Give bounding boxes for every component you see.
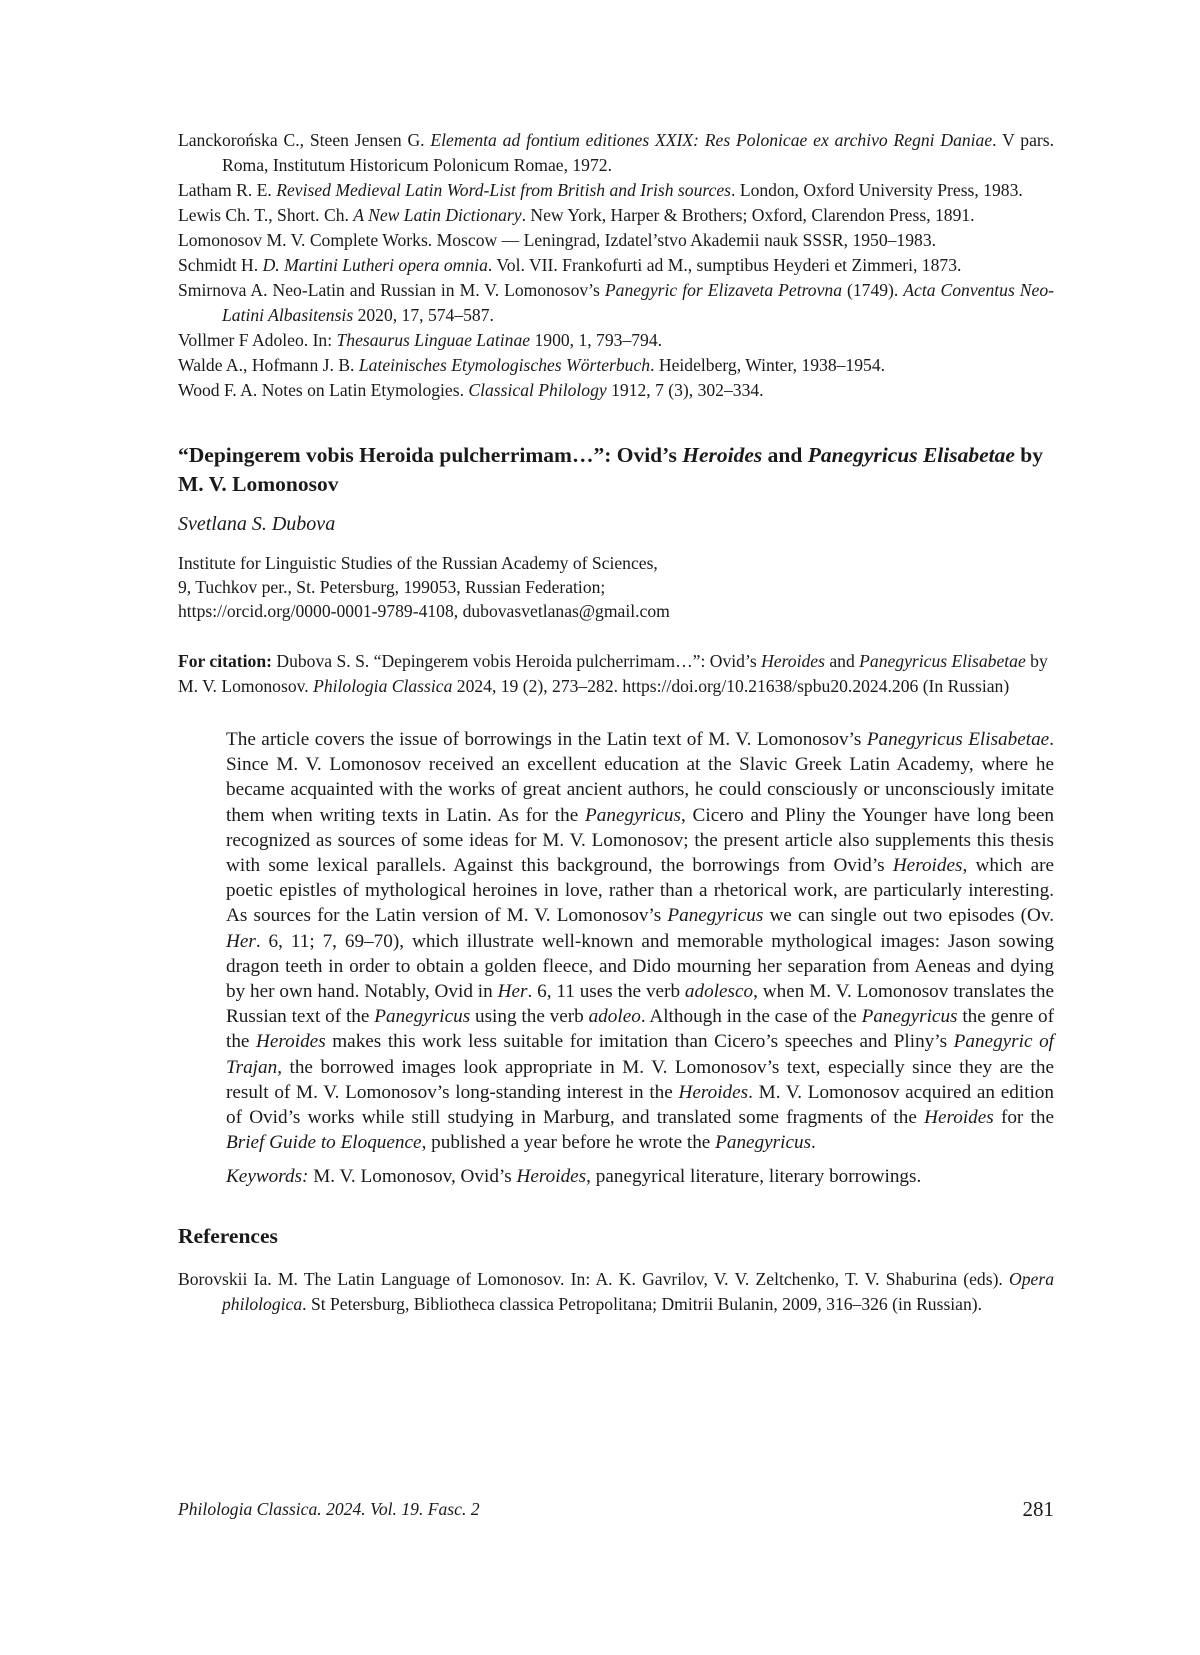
- keywords-text: M. V. Lomonosov, Ovid’s Heroides, panegyrical literature, literary borrowings.: [308, 1166, 922, 1188]
- references-list-continued: [178, 128, 1054, 403]
- reference-entry: Vollmer F Adoleo. In: Thesaurus Linguae Latinae 1900, 1, 793–794.: [178, 330, 663, 350]
- abstract: The article covers the issue of borrowings in the Latin text of M. V. Lomonosov’s Panegyricus Elisabetae. Since M. V. Lomonosov received an excellent education at the Slavic Greek Latin Academy, where he became acquainted with the works of great ancient authors, he could consciously or unconsciously imitate them when writing texts in Latin. As for the Panegyricus, Cicero and Pliny the Younger have long been recognized as sources of some ideas for M. V. Lomonosov; the present article also supplements this thesis with some lexical parallels. Against this background, the borrowings from Ovid’s Heroides, which are poetic epistles of mythological heroines in love, rather than a rhetorical work, are particularly interesting. As sources for the Latin version of M. V. Lomonosov’s Panegyricus we can single out two episodes (Ov. Her. 6, 11; 7, 69–70), which illustrate well-known and memorable mythological images: Jason sowing dragon teeth in order to obtain a golden fleece, and Dido mourning her separation from Aeneas and dying by her own hand. Notably, Ovid in Her. 6, 11 uses the verb adolesco, when M. V. Lomonosov translates the Russian text of the Panegyricus using the verb adoleo. Although in the case of the Panegyricus the genre of the Heroides makes this work less suitable for imitation than Cicero’s speeches and Pliny’s Panegyric of Trajan, the borrowed images look appropriate in M. V. Lomonosov’s text, especially since they are the result of M. V. Lomonosov’s long-standing interest in the Heroides. M. V. Lomonosov acquired an edition of Ovid’s works while still studying in Marburg, and translated some fragments of the Heroides for the Brief Guide to Eloquence, published a year before he wrote the Panegyricus.: [226, 729, 1055, 1154]
- references-list: [178, 1267, 1054, 1317]
- reference-entry: Walde A., Hofmann J. B. Lateinisches Etymologisches Wörterbuch. Heidelberg, Winter, 1938–1954.: [178, 355, 886, 375]
- citation-label: For citation:: [178, 651, 272, 671]
- reference-entry: Wood F. A. Notes on Latin Etymologies. Classical Philology 1912, 7 (3), 302–334.: [178, 380, 764, 400]
- page-content: [178, 128, 1054, 1317]
- keywords: [226, 1164, 1054, 1190]
- references-heading: References: [178, 1224, 278, 1249]
- reference-entry: Latham R. E. Revised Medieval Latin Word-List from British and Irish sources. London, Oxford University Press, 1983.: [178, 180, 1023, 200]
- citation-block: [178, 649, 1054, 699]
- affiliation-line: Institute for Linguistic Studies of the Russian Academy of Sciences,: [178, 553, 658, 573]
- footer-journal: Philologia Classica. 2024. Vol. 19. Fasc. 2: [178, 1499, 480, 1519]
- reference-entry: Borovskii Ia. M. The Latin Language of Lomonosov. In: A. K. Gavrilov, V. V. Zeltchenko, T. V. Shaburina (eds). Opera philologica. St Petersburg, Bibliotheca classica Petropolitana; Dmitrii Bulanin, 2009, 316–326 (in Russian).: [178, 1269, 1054, 1315]
- reference-entry: Lanckorońska C., Steen Jensen G. Elementa ad fontium editiones XXIX: Res Polonicae ex archivo Regni Daniae. V pars. Roma, Institutum Historicum Polonicum Romae, 1972.: [178, 130, 1054, 175]
- affiliation-line: 9, Tuchkov per., St. Petersburg, 199053, Russian Federation;: [178, 577, 606, 597]
- keywords-label: Keywords:: [226, 1166, 309, 1188]
- reference-entry: Lewis Ch. T., Short. Ch. A New Latin Dictionary. New York, Harper & Brothers; Oxford, Clarendon Press, 1891.: [178, 205, 975, 225]
- affiliation-line: https://orcid.org/0000-0001-9789-4108, dubovasvetlanas@gmail.com: [178, 601, 670, 621]
- citation-text: Dubova S. S. “Depingerem vobis Heroida pulcherrimam…”: Ovid’s Heroides and Panegyricus Elisabetae by M. V. Lomonosov. Philologia Classica 2024, 19 (2), 273–282. https://doi.org/10.21638/spbu20.2024.206 (In Russian): [178, 651, 1048, 696]
- reference-entry: Lomonosov M. V. Complete Works. Moscow — Leningrad, Izdatel’stvo Akademii nauk SSSR, 1950–1983.: [178, 230, 937, 250]
- article-author: Svetlana S. Dubova: [178, 513, 336, 535]
- author-affiliation: [178, 551, 1054, 623]
- reference-entry: Smirnova A. Neo-Latin and Russian in M. V. Lomonosov’s Panegyric for Elizaveta Petrovna (1749). Acta Conventus Neo-Latini Albasitensis 2020, 17, 574–587.: [178, 280, 1054, 325]
- article-title: “Depingerem vobis Heroida pulcherrimam…”: Ovid’s Heroides and Panegyricus Elisabetae by M. V. Lomonosov: [178, 443, 1044, 496]
- page-number: 281: [1022, 1497, 1054, 1521]
- reference-entry: Schmidt H. D. Martini Lutheri opera omnia. Vol. VII. Frankofurti ad M., sumptibus Heyderi et Zimmeri, 1873.: [178, 255, 962, 275]
- page-footer: [178, 1497, 1054, 1525]
